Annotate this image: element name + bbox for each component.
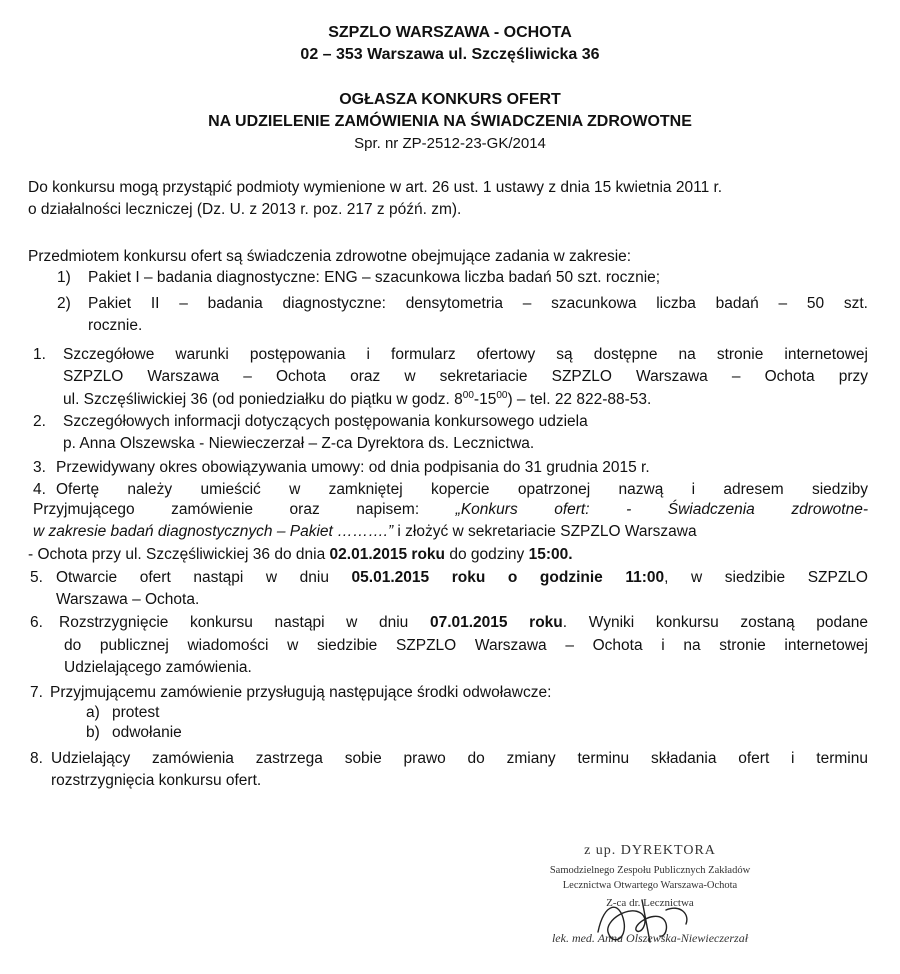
case-number: Spr. nr ZP-2512-23-GK/2014: [354, 135, 546, 152]
stamp-line5: lek. med. Anna Olszewska-Niewieczerzał: [551, 931, 749, 945]
point-4-line1: Ofertę należy umieścić w zamkniętej kopercie opatrzonej nazwą i adresem siedziby: [56, 481, 868, 498]
point-4-line2: Przyjmującego zamówienie oraz napisem: „Konkurs ofert: - Świadczenia zdrowotne-: [33, 501, 868, 518]
stamp-line2: Samodzielnego Zespołu Publicznych Zakładów: [549, 865, 751, 876]
point-4-line3: w zakresie badań diagnostycznych – Pakiet ……….” i złożyć w sekretariacie SZPZLO Warszawa: [33, 523, 697, 540]
point-6-num: 6.: [30, 614, 43, 631]
intro-line2: o działalności leczniczej (Dz. U. z 2013 r. poz. 217 z późń. zm).: [28, 201, 462, 218]
point-7-a: protest: [112, 704, 160, 721]
subject-item-1: Pakiet I – badania diagnostyczne: ENG – szacunkowa liczba badań 50 szt. rocznie;: [88, 269, 661, 286]
announce-title-line1: OGŁASZA KONKURS OFERT: [339, 91, 561, 108]
point-6-line1: Rozstrzygnięcie konkursu nastąpi w dniu 07.01.2015 roku. Wyniki konkursu zostaną podane: [59, 614, 869, 631]
point-5-line2: Warszawa – Ochota.: [56, 591, 200, 608]
subject-item-2-num: 2): [57, 295, 71, 312]
point-2-line1: Szczegółowych informacji dotyczących postępowania konkursowego udziela: [63, 413, 588, 430]
point-4-num: 4.: [33, 481, 46, 498]
point-1-line1: Szczegółowe warunki postępowania i formularz ofertowy są dostępne na stronie internetowej: [63, 346, 868, 363]
point-6-line3: Udzielającego zamówienia.: [64, 659, 252, 676]
point-6-line2: do publicznej wiadomości w siedzibie SZPZLO Warszawa – Ochota i na stronie internetowej: [64, 637, 868, 654]
handwritten-signature: [590, 892, 700, 952]
org-address: 02 – 353 Warszawa ul. Szczęśliwicka 36: [300, 46, 600, 63]
org-name: SZPZLO WARSZAWA - OCHOTA: [328, 24, 572, 41]
stamp-line1: z up. DYREKTORA: [584, 843, 716, 858]
point-3-num: 3.: [33, 459, 46, 476]
point-7-a-num: a): [86, 704, 100, 721]
point-7-b-num: b): [86, 724, 100, 741]
point-2-num: 2.: [33, 413, 46, 430]
point-3-text: Przewidywany okres obowiązywania umowy: od dnia podpisania do 31 grudnia 2015 r.: [56, 459, 650, 476]
subject-item-1-num: 1): [57, 269, 71, 286]
subject-lead: Przedmiotem konkursu ofert są świadczenia zdrowotne obejmujące zadania w zakresie:: [28, 248, 632, 265]
point-1-num: 1.: [33, 346, 46, 363]
point-5-num: 5.: [30, 569, 43, 586]
point-8-num: 8.: [30, 750, 43, 767]
announce-title-line2: NA UDZIELENIE ZAMÓWIENIA NA ŚWIADCZENIA ZDROWOTNE: [208, 113, 692, 130]
point-7-b: odwołanie: [112, 724, 182, 741]
intro-line1: Do konkursu mogą przystąpić podmioty wymienione w art. 26 ust. 1 ustawy z dnia 15 kwietnia 2011 r.: [28, 179, 723, 196]
point-1-line3: ul. Szczęśliwickiej 36 (od poniedziałku do piątku w godz. $8^{00}-15^{00}$) – tel. 22 822-88-53.: [63, 390, 652, 408]
point-8-line2: rozstrzygnięcia konkursu ofert.: [51, 772, 262, 789]
subject-item-2-line1: Pakiet II – badania diagnostyczne: densytometria – szacunkowa liczba badań – 50 szt.: [88, 295, 868, 312]
subject-item-2-line2: rocznie.: [88, 317, 143, 334]
point-5-line1: Otwarcie ofert nastąpi w dniu 05.01.2015 roku o godzinie 11:00, w siedzibie SZPZLO: [56, 569, 868, 586]
point-2-line2: p. Anna Olszewska - Niewieczerzał – Z-ca Dyrektora ds. Lecznictwa.: [63, 435, 535, 452]
point-1-line2: SZPZLO Warszawa – Ochota oraz w sekretariacie SZPZLO Warszawa – Ochota przy: [63, 368, 868, 385]
stamp-line4: Z-ca dr. Lecznictwa: [606, 897, 694, 909]
stamp-line3: Lecznictwa Otwartego Warszawa-Ochota: [562, 880, 738, 891]
point-7-text: Przyjmującemu zamówienie przysługują następujące środki odwoławcze:: [50, 684, 552, 701]
point-8-line1: Udzielający zamówienia zastrzega sobie prawo do zmiany terminu składania ofert i terminu: [51, 750, 868, 767]
point-4-line4: - Ochota przy ul. Szczęśliwickiej 36 do dnia 02.01.2015 roku do godziny 15:00.: [28, 546, 573, 563]
point-7-num: 7.: [30, 684, 43, 701]
